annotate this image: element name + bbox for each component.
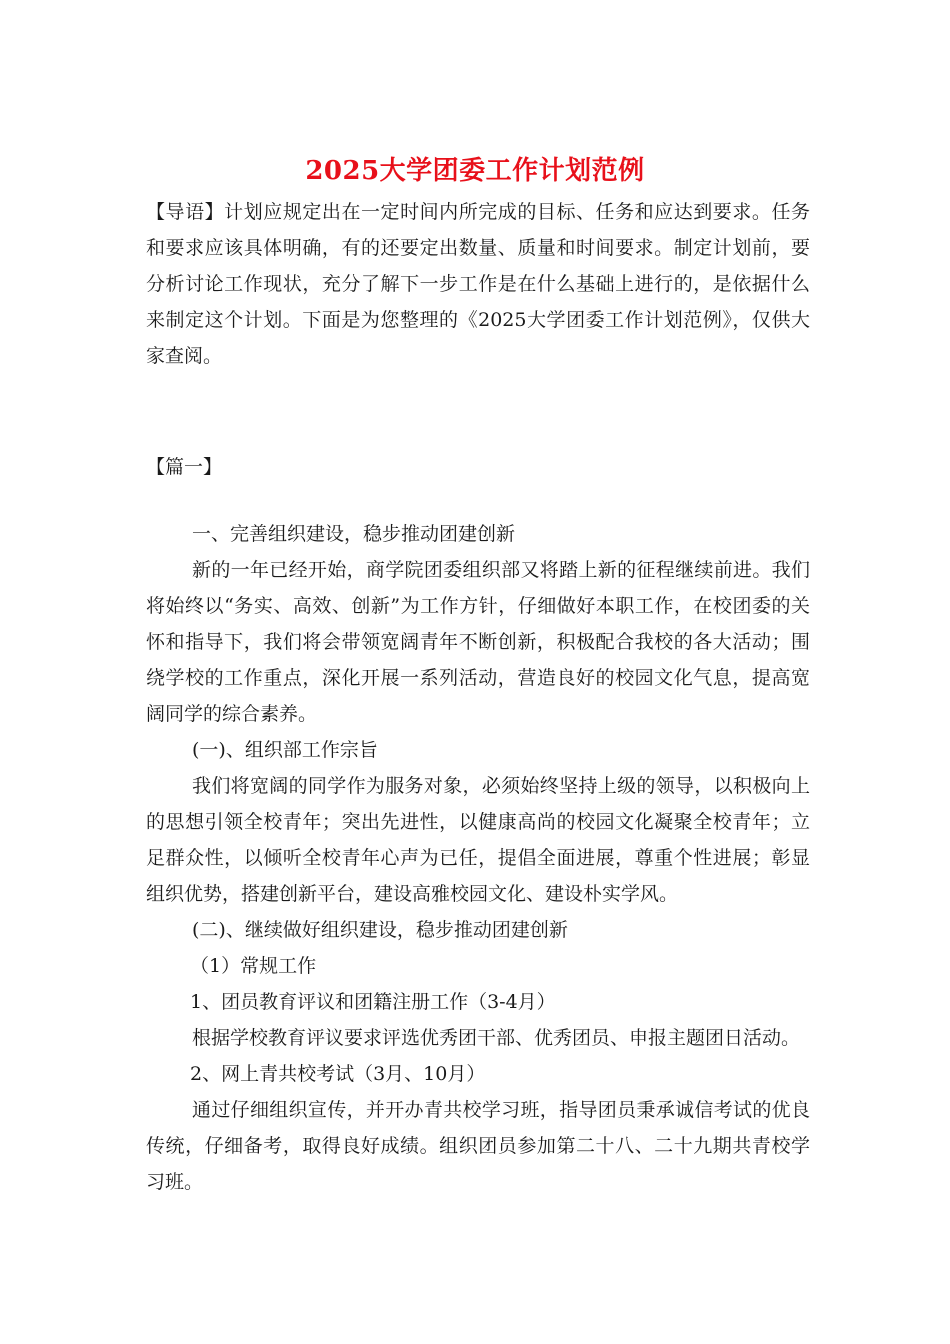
heading-1: 一、完善组织建设，稳步推动团建创新	[192, 523, 516, 545]
intro-paragraph: 【导语】计划应规定出在一定时间内所完成的目标、任务和应达到要求。任务和要求应该具体明确，有的还要定出数量、质量和时间要求。制定计划前，要分析讨论工作现状，充分了解下一步工作是在什么基础上进行的，是依据什么来制定这个计划。下面是为您整理的《2025大学团委工作计划范例》，仅供大家查阅。	[146, 201, 810, 367]
page-title: 2025大学团委工作计划范例	[305, 156, 645, 186]
paragraph-2: 我们将宽阔的同学作为服务对象，必须始终坚持上级的领导，以积极向上的思想引领全校青年；突出先进性，以健康高尚的校园文化凝聚全校青年；立足群众性，以倾听全校青年心声为已任，提倡全面进展，尊重个性进展；彰显组织优势，搭建创新平台，建设高雅校园文化、建设朴实学风。	[146, 775, 810, 905]
heading-3: (二)、继续做好组织建设，稳步推动团建创新	[192, 919, 568, 941]
item-1-text: 根据学校教育评议要求评选优秀团干部、优秀团员、申报主题团日活动。	[192, 1027, 801, 1049]
item-2-title: 2、网上青共校考试（3月、10月）	[190, 1063, 486, 1085]
heading-4: （1）常规工作	[190, 955, 317, 977]
body-content	[146, 516, 810, 1200]
item-2-text: 通过仔细组织宣传，并开办青共校学习班，指导团员秉承诚信考试的优良传统，仔细备考，取得良好成绩。组织团员参加第二十八、二十九期共青校学习班。	[146, 1099, 810, 1193]
heading-2: (一)、组织部工作宗旨	[192, 739, 378, 761]
item-1-title: 1、团员教育评议和团籍注册工作（3-4月）	[190, 991, 556, 1013]
section-label: 【篇一】	[146, 456, 223, 478]
paragraph-1: 新的一年已经开始，商学院团委组织部又将踏上新的征程继续前进。我们将始终以“务实、高效、创新”为工作方针，仔细做好本职工作，在校团委的关怀和指导下，我们将会带领宽阔青年不断创新，积极配合我校的各大活动；围绕学校的工作重点，深化开展一系列活动，营造良好的校园文化气息，提高宽阔同学的综合素养。	[146, 559, 810, 725]
